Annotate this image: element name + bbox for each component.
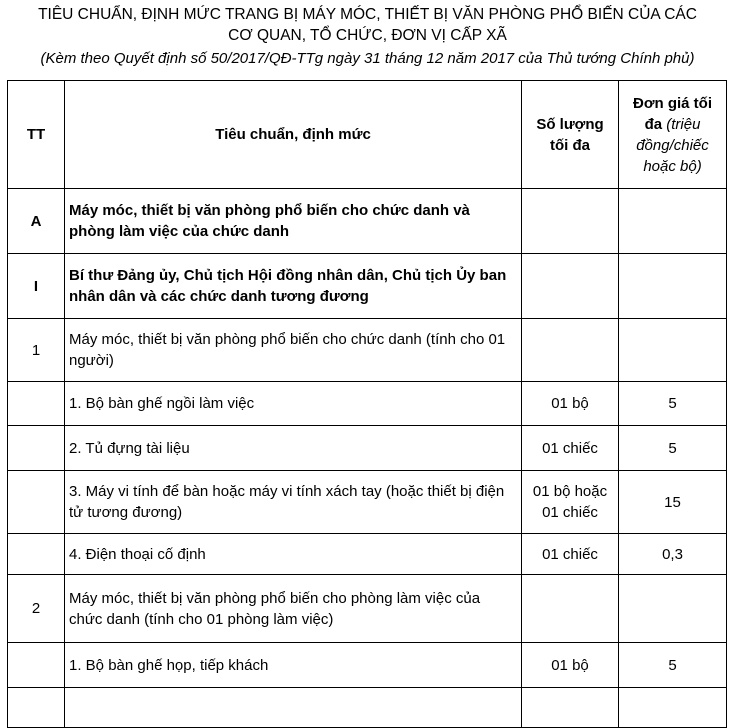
document-title xyxy=(0,4,735,46)
row-text: 2. Tủ đựng tài liệu xyxy=(65,426,522,471)
table-row xyxy=(8,319,727,382)
row-price xyxy=(619,688,727,728)
table-row xyxy=(8,471,727,534)
row-price xyxy=(619,319,727,382)
row-text: Máy móc, thiết bị văn phòng phổ biến cho phòng làm việc của chức danh (tính cho 01 phòng làm việc) xyxy=(65,575,522,643)
row-quantity: 01 bộ xyxy=(522,382,619,426)
row-quantity: 01 bộ hoặc 01 chiếc xyxy=(522,471,619,534)
header-price-unit: (triệu đồng/chiếc hoặc bộ) xyxy=(636,115,709,175)
row-quantity xyxy=(522,688,619,728)
table-row xyxy=(8,382,727,426)
row-tt: 1 xyxy=(8,319,65,382)
table-row xyxy=(8,189,727,254)
row-tt xyxy=(8,426,65,471)
row-text: Bí thư Đảng ủy, Chủ tịch Hội đồng nhân dân, Chủ tịch Ủy ban nhân dân và các chức danh tương đương xyxy=(65,254,522,319)
row-text: Máy móc, thiết bị văn phòng phổ biến cho chức danh (tính cho 01 người) xyxy=(65,319,522,382)
row-quantity xyxy=(522,575,619,643)
table-row xyxy=(8,534,727,575)
title-line-2: CƠ QUAN, TỔ CHỨC, ĐƠN VỊ CẤP XÃ xyxy=(228,27,507,44)
row-price xyxy=(619,189,727,254)
table-header-row xyxy=(8,81,727,189)
row-tt xyxy=(8,534,65,575)
table-row xyxy=(8,426,727,471)
row-quantity xyxy=(522,319,619,382)
row-text xyxy=(65,688,522,728)
document-subtitle: (Kèm theo Quyết định số 50/2017/QĐ-TTg ngày 31 tháng 12 năm 2017 của Thủ tướng Chính phủ) xyxy=(40,50,695,67)
title-line-1: TIÊU CHUẨN, ĐỊNH MỨC TRANG BỊ MÁY MÓC, THIẾT BỊ VĂN PHÒNG PHỔ BIẾN CỦA CÁC xyxy=(38,6,697,23)
standards-table xyxy=(7,80,727,728)
row-text: Máy móc, thiết bị văn phòng phổ biến cho chức danh và phòng làm việc của chức danh xyxy=(65,189,522,254)
row-tt: A xyxy=(8,189,65,254)
row-tt: I xyxy=(8,254,65,319)
table-row xyxy=(8,643,727,688)
row-quantity: 01 bộ xyxy=(522,643,619,688)
row-price: 5 xyxy=(619,426,727,471)
row-text: 4. Điện thoại cố định xyxy=(65,534,522,575)
row-quantity: 01 chiếc xyxy=(522,426,619,471)
row-quantity xyxy=(522,254,619,319)
row-tt xyxy=(8,382,65,426)
row-price xyxy=(619,575,727,643)
row-tt xyxy=(8,471,65,534)
row-price: 5 xyxy=(619,382,727,426)
header-price-label: Đơn giá tối đa xyxy=(633,94,712,133)
table-row xyxy=(8,575,727,643)
row-tt xyxy=(8,688,65,728)
table-row xyxy=(8,688,727,728)
header-criteria: Tiêu chuẩn, định mức xyxy=(65,81,522,189)
row-text: 1. Bộ bàn ghế họp, tiếp khách xyxy=(65,643,522,688)
row-price xyxy=(619,254,727,319)
row-tt: 2 xyxy=(8,575,65,643)
row-quantity xyxy=(522,189,619,254)
header-tt: TT xyxy=(8,81,65,189)
row-price: 5 xyxy=(619,643,727,688)
row-text: 1. Bộ bàn ghế ngồi làm việc xyxy=(65,382,522,426)
table-row xyxy=(8,254,727,319)
header-price xyxy=(619,81,727,189)
row-tt xyxy=(8,643,65,688)
row-text: 3. Máy vi tính để bàn hoặc máy vi tính xách tay (hoặc thiết bị điện tử tương đương) xyxy=(65,471,522,534)
row-price: 0,3 xyxy=(619,534,727,575)
header-quantity: Số lượng tối đa xyxy=(522,81,619,189)
row-price: 15 xyxy=(619,471,727,534)
row-quantity: 01 chiếc xyxy=(522,534,619,575)
